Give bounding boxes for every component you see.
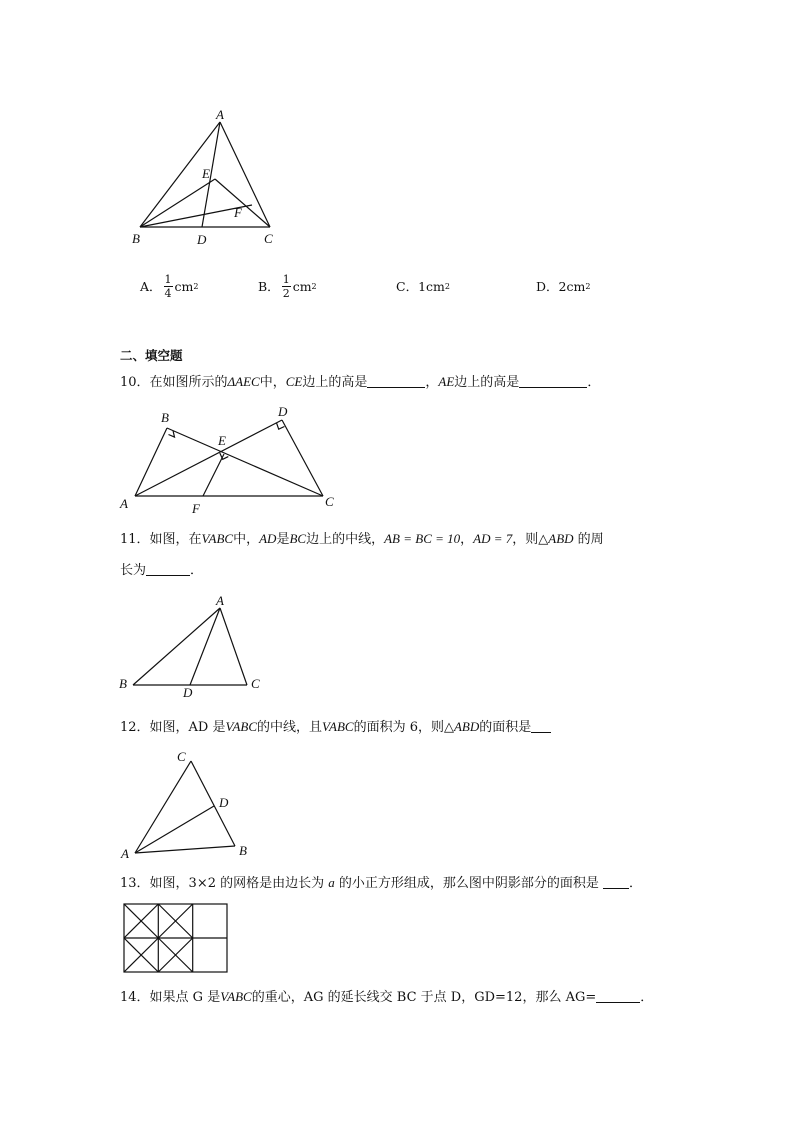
q12-triangle: VABC xyxy=(225,719,258,734)
choice-b-fraction xyxy=(282,273,291,300)
q11-text-a: 11．如图，在 xyxy=(120,532,202,547)
label-D: D xyxy=(197,232,207,247)
label-B: B xyxy=(119,676,127,691)
label-B: B xyxy=(132,231,140,246)
q10-text-6: ． xyxy=(587,375,601,390)
label-C: C xyxy=(325,494,334,509)
q11-eq-1: AB = BC = 10 xyxy=(384,531,461,546)
q11-text-b: 中， xyxy=(233,532,260,547)
label-F: F xyxy=(234,205,242,220)
q11-text-h: 长为 xyxy=(120,563,147,578)
q12-triangle-2: VABC xyxy=(322,719,354,734)
choice-b-numerator: 1 xyxy=(282,272,290,286)
label-C: C xyxy=(177,749,186,764)
label-E: E xyxy=(218,433,226,448)
q11-text-g: 的周 xyxy=(573,532,604,547)
q14-triangle: VABC xyxy=(220,989,252,1004)
choice-a-sup: 2 xyxy=(193,281,199,291)
choice-b-sup: 2 xyxy=(311,281,317,291)
q14-text-3: ． xyxy=(640,990,654,1005)
label-D: D xyxy=(183,685,193,700)
q11-abd: ABD xyxy=(548,531,574,546)
q11-eq-2: AD = 7 xyxy=(473,531,513,546)
q11-blank[interactable] xyxy=(146,561,190,576)
label-C: C xyxy=(264,231,273,246)
q12-blank[interactable] xyxy=(531,718,551,733)
q10-text-4: ， xyxy=(425,375,439,390)
choice-c-letter: C． xyxy=(396,279,419,294)
question-13 xyxy=(120,873,642,894)
q10-text-5: 边上的高是 xyxy=(454,375,520,390)
figure-q12 xyxy=(115,746,255,864)
q11-text-e: ， xyxy=(460,532,474,547)
q10-ae: AE xyxy=(438,374,455,389)
label-B: B xyxy=(161,410,169,425)
q12-text-1: 12．如图，AD 是 xyxy=(120,720,226,735)
q10-blank-2[interactable] xyxy=(519,373,587,388)
q11-text-i: ． xyxy=(190,563,204,578)
label-C: C xyxy=(251,676,260,691)
choice-a-fraction xyxy=(164,273,173,300)
choice-a-numerator: 1 xyxy=(164,272,172,286)
q14-text-2: 的重心，AG 的延长线交 BC 于点 D，GD=12，那么 AG= xyxy=(251,990,597,1005)
choice-d-letter: D． xyxy=(536,279,559,294)
q11-text-c: 是 xyxy=(276,532,290,547)
q13-text-2: 的小正方形组成，那么图中阴影部分的面积是 xyxy=(334,876,604,891)
q11-bc: BC xyxy=(289,531,307,546)
choice-b-unit: cm xyxy=(292,278,312,294)
q12-text-4: 的面积是 xyxy=(479,720,532,735)
q11-text-d: 边上的中线， xyxy=(306,532,385,547)
label-A: A xyxy=(216,593,224,608)
q12-text-2: 的中线，且 xyxy=(257,720,323,735)
q12-text-3: 的面积为 6，则△ xyxy=(353,720,454,735)
choice-b-letter: B． xyxy=(258,279,280,294)
choice-a-denominator: 4 xyxy=(164,286,172,300)
label-D: D xyxy=(219,795,229,810)
q11-ad: AD xyxy=(259,531,277,546)
section-heading: 二、填空题 xyxy=(120,348,183,363)
q10-triangle: ΔAEC xyxy=(227,374,260,389)
q13-blank[interactable] xyxy=(603,874,629,889)
q10-blank-1[interactable] xyxy=(367,373,425,388)
q10-text-2: 中， xyxy=(259,375,286,390)
question-12 xyxy=(120,717,551,738)
choice-d xyxy=(536,268,590,304)
choice-c-value: 1cm xyxy=(418,278,445,294)
figure-q10 xyxy=(115,400,345,518)
figure-q9-triangle xyxy=(120,105,290,250)
figure-q11 xyxy=(115,590,275,700)
choice-a-letter: A． xyxy=(140,279,162,294)
figure-q13-grid xyxy=(120,900,232,976)
choice-b xyxy=(258,268,317,304)
choice-a-unit: cm xyxy=(174,278,194,294)
q14-text-1: 14．如果点 G 是 xyxy=(120,990,221,1005)
q11-triangle: VABC xyxy=(201,531,234,546)
q11-text-f: ，则△ xyxy=(512,532,549,547)
label-A: A xyxy=(120,496,128,511)
choice-d-value: 2cm xyxy=(558,278,586,294)
choice-a xyxy=(140,268,198,304)
q13-text-1: 13．如图，3×2 的网格是由边长为 xyxy=(120,876,329,891)
choice-b-denominator: 2 xyxy=(282,286,290,300)
q10-text-3: 边上的高是 xyxy=(302,375,368,390)
q12-abd: ABD xyxy=(453,719,480,734)
q13-a: a xyxy=(328,875,335,890)
q14-blank[interactable] xyxy=(596,988,640,1003)
label-B: B xyxy=(239,843,247,858)
label-E: E xyxy=(202,166,210,181)
choice-c xyxy=(396,268,450,304)
q10-ce: CE xyxy=(285,374,303,389)
choice-c-sup: 2 xyxy=(444,281,450,291)
question-11 xyxy=(120,529,604,550)
label-A: A xyxy=(121,846,129,861)
q13-text-3: ． xyxy=(629,876,643,891)
choice-d-sup: 2 xyxy=(585,281,591,291)
q10-text-1: 10．在如图所示的 xyxy=(120,375,228,390)
label-F: F xyxy=(192,501,200,516)
question-11-line-2 xyxy=(120,561,203,581)
label-A: A xyxy=(216,107,224,122)
question-14 xyxy=(120,987,653,1008)
label-D: D xyxy=(278,404,288,419)
question-10 xyxy=(120,372,600,393)
